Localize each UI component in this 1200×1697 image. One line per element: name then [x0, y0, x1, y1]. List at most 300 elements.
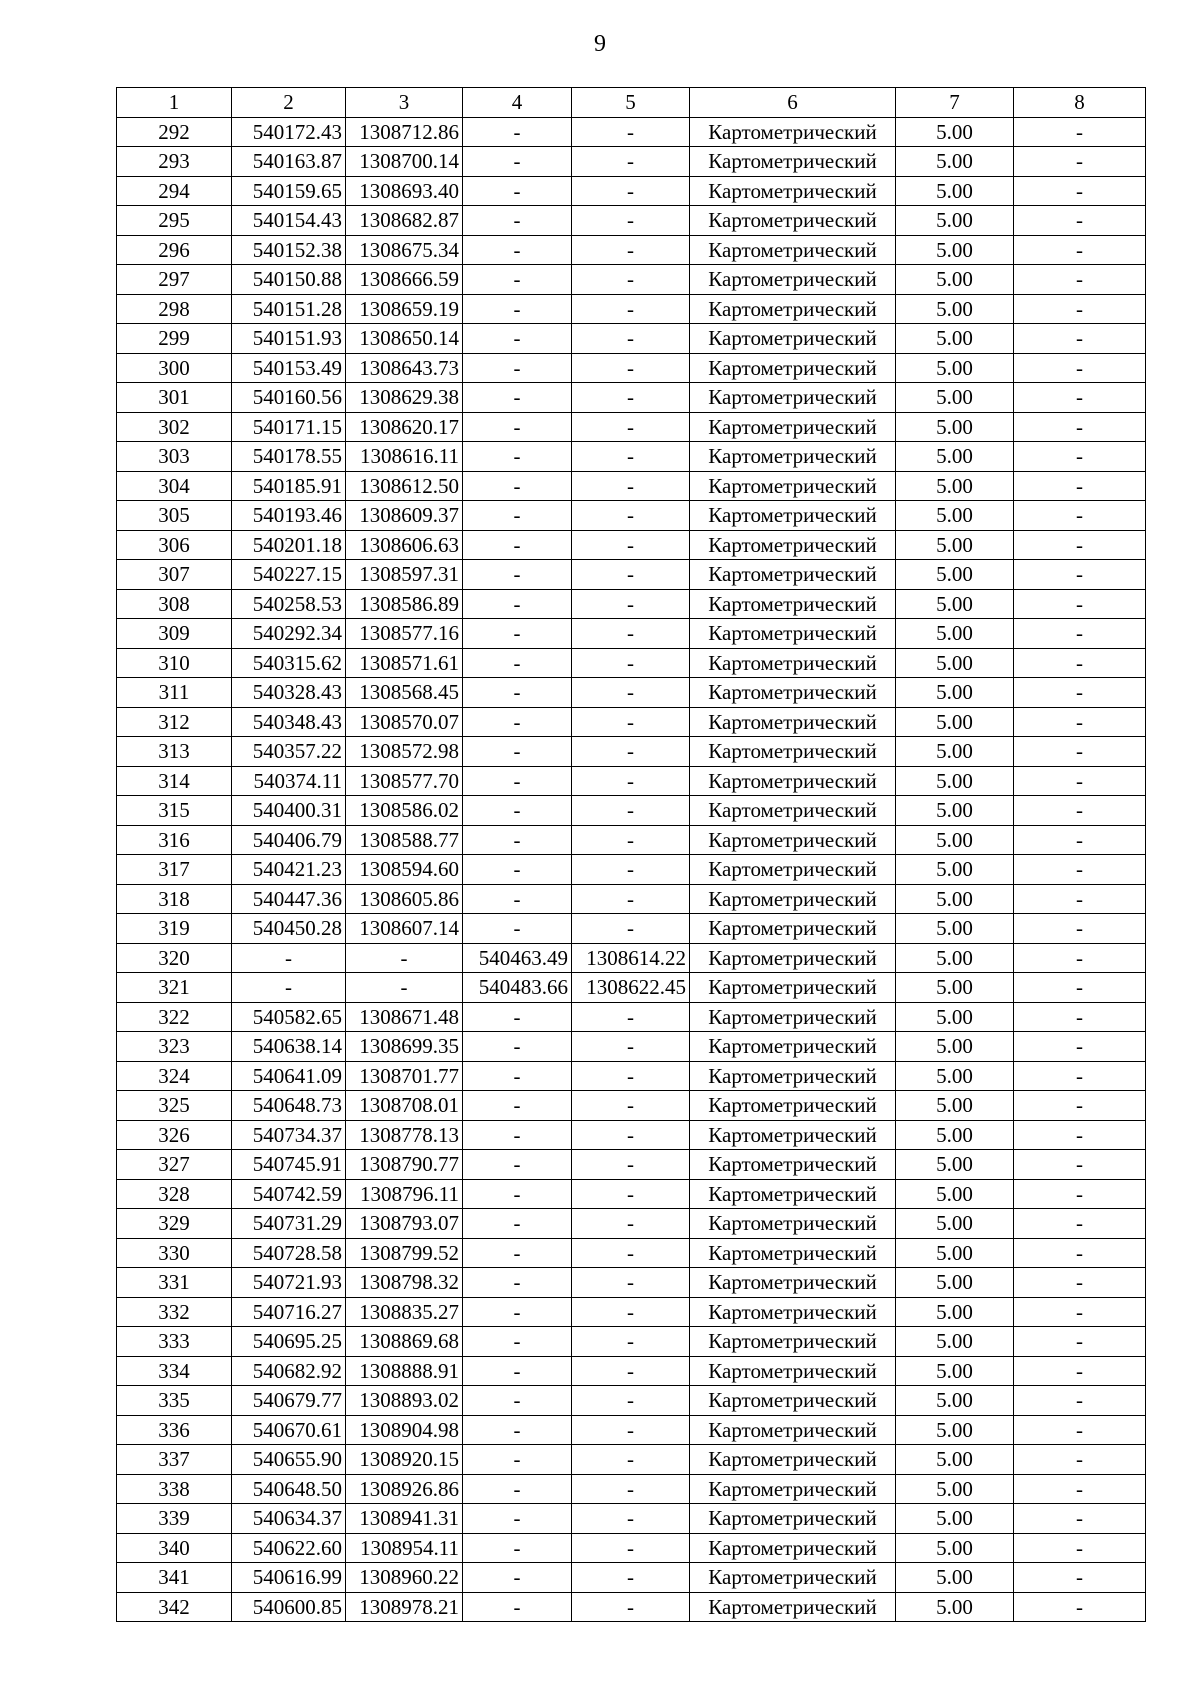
table-row: [117, 206, 1146, 236]
method-cell: Картометрический: [690, 1356, 896, 1386]
column-header: 2: [232, 88, 346, 118]
x-coordinate-cell: 540655.90: [232, 1445, 346, 1475]
table-row: [117, 383, 1146, 413]
table-row: [117, 294, 1146, 324]
y-coordinate-cell: 1308675.34: [346, 235, 463, 265]
method-cell: Картометрический: [690, 884, 896, 914]
note-cell: -: [1014, 442, 1146, 472]
accuracy-cell: 5.00: [896, 442, 1014, 472]
y-coordinate-alt-cell: -: [572, 560, 690, 590]
y-coordinate-alt-cell: -: [572, 737, 690, 767]
y-coordinate-cell: 1308869.68: [346, 1327, 463, 1357]
y-coordinate-cell: 1308671.48: [346, 1002, 463, 1032]
method-cell: Картометрический: [690, 1209, 896, 1239]
x-coordinate-cell: 540728.58: [232, 1238, 346, 1268]
table-body: [117, 117, 1146, 1622]
accuracy-cell: 5.00: [896, 1445, 1014, 1475]
accuracy-cell: 5.00: [896, 737, 1014, 767]
point-number-cell: 300: [117, 353, 232, 383]
x-coordinate-cell: 540742.59: [232, 1179, 346, 1209]
y-coordinate-alt-cell: -: [572, 1268, 690, 1298]
table-row: [117, 589, 1146, 619]
table-row: [117, 1179, 1146, 1209]
method-cell: Картометрический: [690, 619, 896, 649]
x-coordinate-cell: 540716.27: [232, 1297, 346, 1327]
note-cell: -: [1014, 884, 1146, 914]
y-coordinate-cell: 1308920.15: [346, 1445, 463, 1475]
x-coordinate-cell: 540152.38: [232, 235, 346, 265]
x-coordinate-cell: 540695.25: [232, 1327, 346, 1357]
point-number-cell: 323: [117, 1032, 232, 1062]
y-coordinate-alt-cell: -: [572, 117, 690, 147]
x-coordinate-alt-cell: -: [463, 648, 572, 678]
accuracy-cell: 5.00: [896, 1209, 1014, 1239]
column-header: 4: [463, 88, 572, 118]
method-cell: Картометрический: [690, 265, 896, 295]
y-coordinate-alt-cell: -: [572, 412, 690, 442]
x-coordinate-alt-cell: -: [463, 1032, 572, 1062]
x-coordinate-alt-cell: -: [463, 1563, 572, 1593]
accuracy-cell: 5.00: [896, 501, 1014, 531]
note-cell: -: [1014, 383, 1146, 413]
y-coordinate-alt-cell: -: [572, 471, 690, 501]
y-coordinate-alt-cell: -: [572, 1061, 690, 1091]
method-cell: Картометрический: [690, 1592, 896, 1622]
point-number-cell: 319: [117, 914, 232, 944]
y-coordinate-alt-cell: -: [572, 1386, 690, 1416]
method-cell: Картометрический: [690, 737, 896, 767]
accuracy-cell: 5.00: [896, 235, 1014, 265]
method-cell: Картометрический: [690, 147, 896, 177]
method-cell: Картометрический: [690, 530, 896, 560]
y-coordinate-alt-cell: -: [572, 383, 690, 413]
x-coordinate-cell: 540634.37: [232, 1504, 346, 1534]
point-number-cell: 325: [117, 1091, 232, 1121]
point-number-cell: 293: [117, 147, 232, 177]
note-cell: -: [1014, 914, 1146, 944]
x-coordinate-alt-cell: -: [463, 707, 572, 737]
note-cell: -: [1014, 825, 1146, 855]
y-coordinate-cell: 1308650.14: [346, 324, 463, 354]
y-coordinate-alt-cell: -: [572, 1356, 690, 1386]
y-coordinate-cell: 1308798.32: [346, 1268, 463, 1298]
method-cell: Картометрический: [690, 1415, 896, 1445]
x-coordinate-cell: -: [232, 943, 346, 973]
y-coordinate-cell: 1308712.86: [346, 117, 463, 147]
y-coordinate-cell: 1308586.89: [346, 589, 463, 619]
note-cell: -: [1014, 1061, 1146, 1091]
note-cell: -: [1014, 1356, 1146, 1386]
y-coordinate-alt-cell: -: [572, 147, 690, 177]
x-coordinate-alt-cell: -: [463, 1356, 572, 1386]
y-coordinate-cell: 1308793.07: [346, 1209, 463, 1239]
method-cell: Картометрический: [690, 1533, 896, 1563]
note-cell: -: [1014, 707, 1146, 737]
point-number-cell: 294: [117, 176, 232, 206]
note-cell: -: [1014, 1386, 1146, 1416]
x-coordinate-alt-cell: 540483.66: [463, 973, 572, 1003]
note-cell: -: [1014, 117, 1146, 147]
note-cell: -: [1014, 855, 1146, 885]
y-coordinate-cell: 1308577.70: [346, 766, 463, 796]
x-coordinate-cell: 540745.91: [232, 1150, 346, 1180]
y-coordinate-cell: 1308888.91: [346, 1356, 463, 1386]
x-coordinate-cell: 540160.56: [232, 383, 346, 413]
y-coordinate-alt-cell: -: [572, 1002, 690, 1032]
note-cell: -: [1014, 973, 1146, 1003]
method-cell: Картометрический: [690, 648, 896, 678]
y-coordinate-cell: 1308620.17: [346, 412, 463, 442]
table-row: [117, 1120, 1146, 1150]
accuracy-cell: 5.00: [896, 1356, 1014, 1386]
method-cell: Картометрический: [690, 176, 896, 206]
table-row: [117, 1297, 1146, 1327]
accuracy-cell: 5.00: [896, 206, 1014, 236]
accuracy-cell: 5.00: [896, 1386, 1014, 1416]
table-row: [117, 560, 1146, 590]
method-cell: Картометрический: [690, 1563, 896, 1593]
accuracy-cell: 5.00: [896, 1592, 1014, 1622]
table-row: [117, 1327, 1146, 1357]
note-cell: -: [1014, 1297, 1146, 1327]
point-number-cell: 321: [117, 973, 232, 1003]
method-cell: Картометрический: [690, 1061, 896, 1091]
coordinates-table: [116, 87, 1146, 1622]
x-coordinate-alt-cell: -: [463, 1386, 572, 1416]
point-number-cell: 299: [117, 324, 232, 354]
x-coordinate-alt-cell: -: [463, 294, 572, 324]
y-coordinate-alt-cell: -: [572, 1474, 690, 1504]
note-cell: -: [1014, 471, 1146, 501]
point-number-cell: 320: [117, 943, 232, 973]
y-coordinate-alt-cell: -: [572, 678, 690, 708]
x-coordinate-alt-cell: -: [463, 678, 572, 708]
table-row: [117, 796, 1146, 826]
y-coordinate-cell: 1308643.73: [346, 353, 463, 383]
method-cell: Картометрический: [690, 796, 896, 826]
x-coordinate-alt-cell: -: [463, 855, 572, 885]
x-coordinate-alt-cell: -: [463, 1238, 572, 1268]
accuracy-cell: 5.00: [896, 884, 1014, 914]
table-row: [117, 1091, 1146, 1121]
table-row: [117, 1209, 1146, 1239]
x-coordinate-cell: 540582.65: [232, 1002, 346, 1032]
table-row: [117, 412, 1146, 442]
y-coordinate-cell: -: [346, 973, 463, 1003]
y-coordinate-cell: 1308941.31: [346, 1504, 463, 1534]
x-coordinate-alt-cell: -: [463, 117, 572, 147]
table-row: [117, 619, 1146, 649]
point-number-cell: 303: [117, 442, 232, 472]
accuracy-cell: 5.00: [896, 1120, 1014, 1150]
table-row: [117, 117, 1146, 147]
y-coordinate-cell: 1308606.63: [346, 530, 463, 560]
method-cell: Картометрический: [690, 914, 896, 944]
x-coordinate-alt-cell: -: [463, 825, 572, 855]
y-coordinate-cell: 1308586.02: [346, 796, 463, 826]
method-cell: Картометрический: [690, 560, 896, 590]
table-row: [117, 147, 1146, 177]
x-coordinate-alt-cell: -: [463, 265, 572, 295]
x-coordinate-alt-cell: 540463.49: [463, 943, 572, 973]
accuracy-cell: 5.00: [896, 324, 1014, 354]
y-coordinate-cell: 1308835.27: [346, 1297, 463, 1327]
note-cell: -: [1014, 147, 1146, 177]
accuracy-cell: 5.00: [896, 707, 1014, 737]
x-coordinate-cell: 540151.93: [232, 324, 346, 354]
y-coordinate-alt-cell: -: [572, 707, 690, 737]
table-row: [117, 1032, 1146, 1062]
accuracy-cell: 5.00: [896, 471, 1014, 501]
y-coordinate-cell: 1308571.61: [346, 648, 463, 678]
column-header: 6: [690, 88, 896, 118]
y-coordinate-cell: 1308893.02: [346, 1386, 463, 1416]
y-coordinate-cell: 1308605.86: [346, 884, 463, 914]
y-coordinate-cell: 1308607.14: [346, 914, 463, 944]
y-coordinate-alt-cell: -: [572, 1238, 690, 1268]
x-coordinate-cell: 540171.15: [232, 412, 346, 442]
note-cell: -: [1014, 1415, 1146, 1445]
x-coordinate-cell: 540357.22: [232, 737, 346, 767]
accuracy-cell: 5.00: [896, 353, 1014, 383]
y-coordinate-cell: 1308568.45: [346, 678, 463, 708]
y-coordinate-cell: 1308629.38: [346, 383, 463, 413]
table-header-row: [117, 88, 1146, 118]
y-coordinate-cell: 1308612.50: [346, 471, 463, 501]
table-row: [117, 973, 1146, 1003]
y-coordinate-alt-cell: -: [572, 619, 690, 649]
point-number-cell: 313: [117, 737, 232, 767]
point-number-cell: 302: [117, 412, 232, 442]
accuracy-cell: 5.00: [896, 648, 1014, 678]
x-coordinate-cell: 540616.99: [232, 1563, 346, 1593]
accuracy-cell: 5.00: [896, 560, 1014, 590]
table-row: [117, 884, 1146, 914]
x-coordinate-alt-cell: -: [463, 235, 572, 265]
y-coordinate-alt-cell: -: [572, 1179, 690, 1209]
x-coordinate-alt-cell: -: [463, 914, 572, 944]
x-coordinate-alt-cell: -: [463, 1474, 572, 1504]
point-number-cell: 332: [117, 1297, 232, 1327]
x-coordinate-alt-cell: -: [463, 412, 572, 442]
accuracy-cell: 5.00: [896, 766, 1014, 796]
note-cell: -: [1014, 1150, 1146, 1180]
note-cell: -: [1014, 678, 1146, 708]
y-coordinate-alt-cell: -: [572, 1209, 690, 1239]
y-coordinate-cell: 1308778.13: [346, 1120, 463, 1150]
y-coordinate-cell: 1308666.59: [346, 265, 463, 295]
y-coordinate-alt-cell: -: [572, 324, 690, 354]
accuracy-cell: 5.00: [896, 294, 1014, 324]
accuracy-cell: 5.00: [896, 855, 1014, 885]
table-row: [117, 1150, 1146, 1180]
note-cell: -: [1014, 619, 1146, 649]
table-row: [117, 1445, 1146, 1475]
y-coordinate-cell: 1308597.31: [346, 560, 463, 590]
page-number: 9: [594, 31, 606, 57]
method-cell: Картометрический: [690, 1445, 896, 1475]
y-coordinate-cell: 1308609.37: [346, 501, 463, 531]
note-cell: -: [1014, 235, 1146, 265]
point-number-cell: 309: [117, 619, 232, 649]
x-coordinate-cell: 540185.91: [232, 471, 346, 501]
y-coordinate-cell: 1308588.77: [346, 825, 463, 855]
point-number-cell: 304: [117, 471, 232, 501]
x-coordinate-cell: 540193.46: [232, 501, 346, 531]
note-cell: -: [1014, 1268, 1146, 1298]
y-coordinate-alt-cell: -: [572, 1563, 690, 1593]
y-coordinate-cell: 1308926.86: [346, 1474, 463, 1504]
y-coordinate-alt-cell: 1308622.45: [572, 973, 690, 1003]
method-cell: Картометрический: [690, 589, 896, 619]
y-coordinate-cell: 1308572.98: [346, 737, 463, 767]
x-coordinate-cell: 540374.11: [232, 766, 346, 796]
table-row: [117, 471, 1146, 501]
point-number-cell: 307: [117, 560, 232, 590]
point-number-cell: 314: [117, 766, 232, 796]
point-number-cell: 301: [117, 383, 232, 413]
point-number-cell: 322: [117, 1002, 232, 1032]
point-number-cell: 342: [117, 1592, 232, 1622]
x-coordinate-cell: 540648.50: [232, 1474, 346, 1504]
accuracy-cell: 5.00: [896, 1179, 1014, 1209]
x-coordinate-cell: 540348.43: [232, 707, 346, 737]
y-coordinate-alt-cell: -: [572, 353, 690, 383]
note-cell: -: [1014, 1091, 1146, 1121]
point-number-cell: 292: [117, 117, 232, 147]
x-coordinate-alt-cell: -: [463, 1504, 572, 1534]
table-row: [117, 1002, 1146, 1032]
point-number-cell: 333: [117, 1327, 232, 1357]
y-coordinate-cell: 1308699.35: [346, 1032, 463, 1062]
point-number-cell: 306: [117, 530, 232, 560]
y-coordinate-cell: 1308594.60: [346, 855, 463, 885]
column-header: 1: [117, 88, 232, 118]
point-number-cell: 341: [117, 1563, 232, 1593]
point-number-cell: 297: [117, 265, 232, 295]
x-coordinate-cell: 540201.18: [232, 530, 346, 560]
note-cell: -: [1014, 766, 1146, 796]
note-cell: -: [1014, 943, 1146, 973]
x-coordinate-cell: 540450.28: [232, 914, 346, 944]
method-cell: Картометрический: [690, 206, 896, 236]
y-coordinate-alt-cell: -: [572, 176, 690, 206]
y-coordinate-cell: 1308577.16: [346, 619, 463, 649]
method-cell: Картометрический: [690, 117, 896, 147]
x-coordinate-cell: 540172.43: [232, 117, 346, 147]
x-coordinate-alt-cell: -: [463, 796, 572, 826]
x-coordinate-cell: 540227.15: [232, 560, 346, 590]
accuracy-cell: 5.00: [896, 619, 1014, 649]
point-number-cell: 317: [117, 855, 232, 885]
x-coordinate-alt-cell: -: [463, 530, 572, 560]
y-coordinate-cell: 1308570.07: [346, 707, 463, 737]
accuracy-cell: 5.00: [896, 1504, 1014, 1534]
x-coordinate-alt-cell: -: [463, 1091, 572, 1121]
accuracy-cell: 5.00: [896, 1091, 1014, 1121]
note-cell: -: [1014, 353, 1146, 383]
accuracy-cell: 5.00: [896, 1563, 1014, 1593]
column-header: 8: [1014, 88, 1146, 118]
y-coordinate-alt-cell: -: [572, 1445, 690, 1475]
table-row: [117, 766, 1146, 796]
accuracy-cell: 5.00: [896, 412, 1014, 442]
method-cell: Картометрический: [690, 973, 896, 1003]
point-number-cell: 326: [117, 1120, 232, 1150]
accuracy-cell: 5.00: [896, 1415, 1014, 1445]
table-row: [117, 353, 1146, 383]
table-row: [117, 442, 1146, 472]
method-cell: Картометрический: [690, 855, 896, 885]
y-coordinate-alt-cell: -: [572, 855, 690, 885]
x-coordinate-alt-cell: -: [463, 1002, 572, 1032]
note-cell: -: [1014, 796, 1146, 826]
accuracy-cell: 5.00: [896, 1032, 1014, 1062]
note-cell: -: [1014, 1563, 1146, 1593]
point-number-cell: 315: [117, 796, 232, 826]
table-row: [117, 530, 1146, 560]
point-number-cell: 338: [117, 1474, 232, 1504]
accuracy-cell: 5.00: [896, 1327, 1014, 1357]
table-row: [117, 855, 1146, 885]
method-cell: Картометрический: [690, 1474, 896, 1504]
accuracy-cell: 5.00: [896, 678, 1014, 708]
x-coordinate-alt-cell: -: [463, 737, 572, 767]
y-coordinate-cell: -: [346, 943, 463, 973]
y-coordinate-cell: 1308682.87: [346, 206, 463, 236]
point-number-cell: 330: [117, 1238, 232, 1268]
x-coordinate-alt-cell: -: [463, 1209, 572, 1239]
note-cell: -: [1014, 589, 1146, 619]
x-coordinate-cell: 540292.34: [232, 619, 346, 649]
x-coordinate-cell: 540447.36: [232, 884, 346, 914]
point-number-cell: 312: [117, 707, 232, 737]
table-row: [117, 1061, 1146, 1091]
y-coordinate-alt-cell: -: [572, 1150, 690, 1180]
x-coordinate-cell: 540734.37: [232, 1120, 346, 1150]
accuracy-cell: 5.00: [896, 796, 1014, 826]
y-coordinate-cell: 1308954.11: [346, 1533, 463, 1563]
note-cell: -: [1014, 1179, 1146, 1209]
x-coordinate-alt-cell: -: [463, 1297, 572, 1327]
note-cell: -: [1014, 1533, 1146, 1563]
method-cell: Картометрический: [690, 383, 896, 413]
point-number-cell: 335: [117, 1386, 232, 1416]
x-coordinate-alt-cell: -: [463, 766, 572, 796]
x-coordinate-alt-cell: -: [463, 589, 572, 619]
table-row: [117, 678, 1146, 708]
x-coordinate-alt-cell: -: [463, 884, 572, 914]
note-cell: -: [1014, 324, 1146, 354]
point-number-cell: 310: [117, 648, 232, 678]
method-cell: Картометрический: [690, 825, 896, 855]
x-coordinate-cell: 540638.14: [232, 1032, 346, 1062]
column-header: 3: [346, 88, 463, 118]
accuracy-cell: 5.00: [896, 589, 1014, 619]
x-coordinate-cell: 540400.31: [232, 796, 346, 826]
note-cell: -: [1014, 206, 1146, 236]
note-cell: -: [1014, 176, 1146, 206]
x-coordinate-cell: 540159.65: [232, 176, 346, 206]
x-coordinate-cell: 540648.73: [232, 1091, 346, 1121]
table-row: [117, 324, 1146, 354]
method-cell: Картометрический: [690, 1120, 896, 1150]
method-cell: Картометрический: [690, 678, 896, 708]
y-coordinate-cell: 1308708.01: [346, 1091, 463, 1121]
x-coordinate-alt-cell: -: [463, 1445, 572, 1475]
method-cell: Картометрический: [690, 1504, 896, 1534]
point-number-cell: 334: [117, 1356, 232, 1386]
